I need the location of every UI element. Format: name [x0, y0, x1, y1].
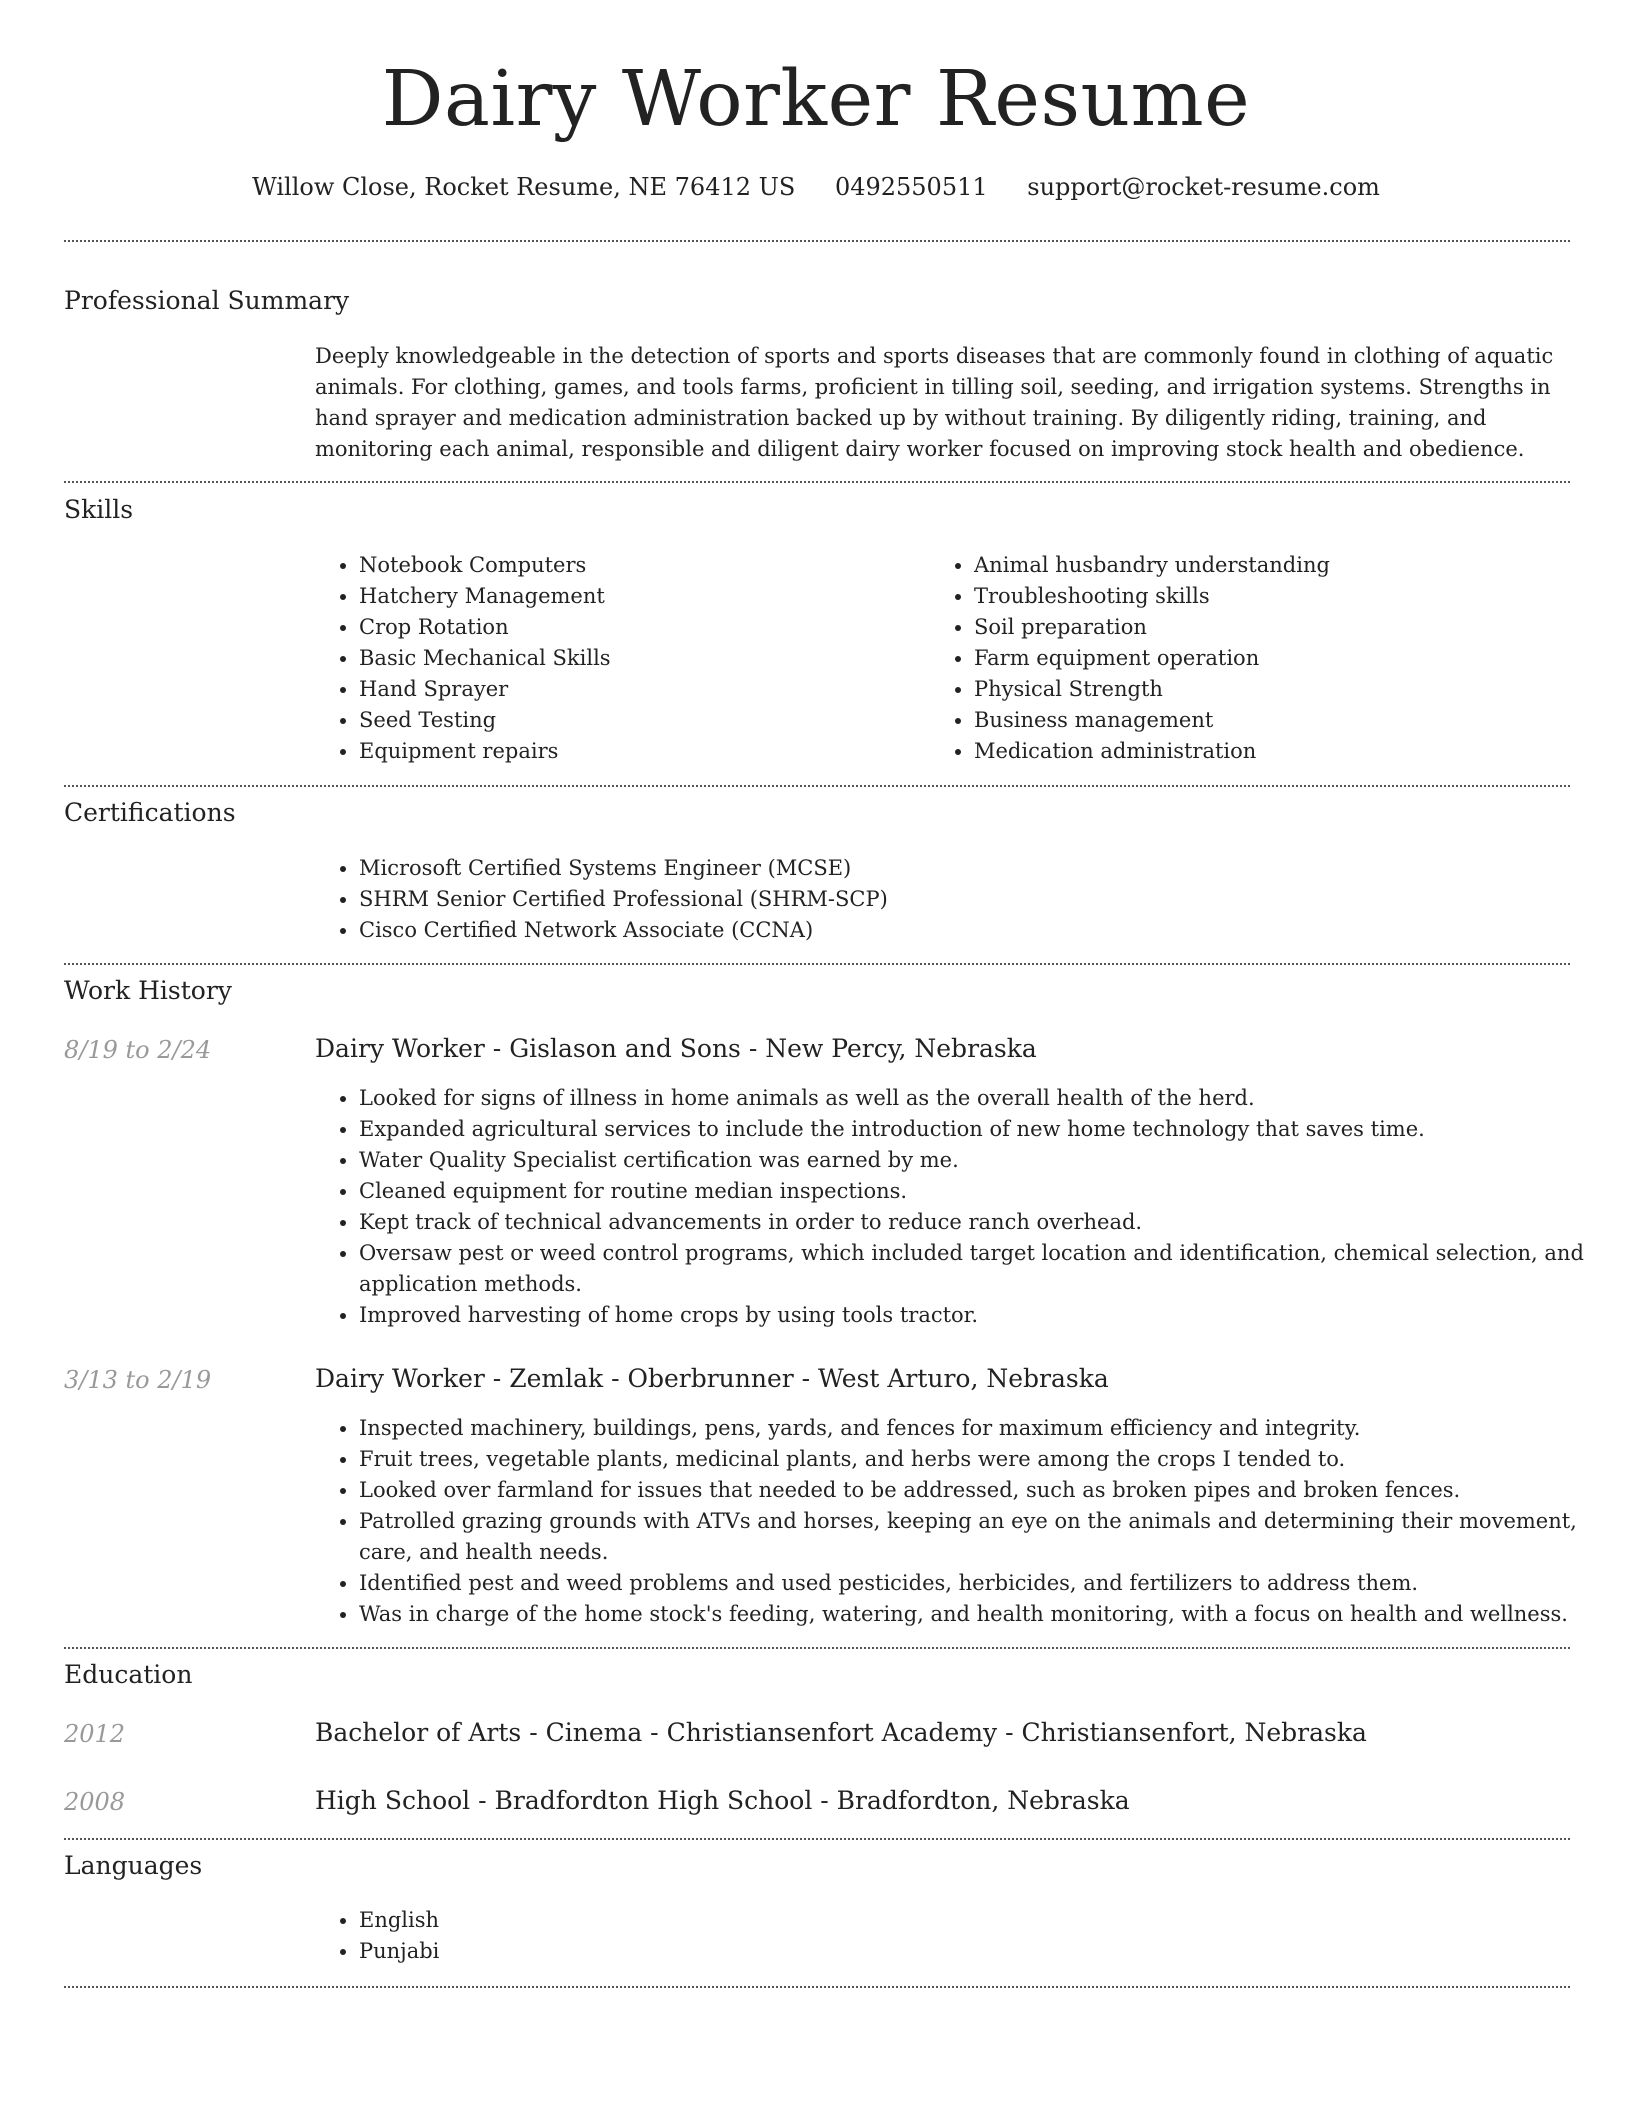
job-bullet: • Improved harvesting of home crops by using tools tractor. — [359, 1300, 1594, 1331]
skill-item: • Soil preparation — [974, 612, 1574, 643]
section-divider — [64, 1838, 1570, 1840]
job-bullet: • Fruit trees, vegetable plants, medicinal plants, and herbs were among the crops I tended to. — [359, 1444, 1594, 1475]
certification-item: • Cisco Certified Network Associate (CCNA) — [359, 915, 1559, 946]
contact-phone: 0492550511 — [834, 173, 988, 201]
language-item: • English — [359, 1905, 959, 1936]
skill-item: • Business management — [974, 705, 1574, 736]
job-bullet: • Inspected machinery, buildings, pens, yards, and fences for maximum efficiency and integrity. — [359, 1413, 1594, 1444]
job-bullet: • Patrolled grazing grounds with ATVs and horses, keeping an eye on the animals and determining their movement, care, and health needs. — [359, 1506, 1594, 1568]
skill-item: • Notebook Computers — [359, 550, 939, 581]
language-item: • Punjabi — [359, 1936, 959, 1967]
skills-list-right — [930, 550, 1574, 767]
skill-item: • Hatchery Management — [359, 581, 939, 612]
certification-item: • Microsoft Certified Systems Engineer (MCSE) — [359, 853, 1559, 884]
section-divider — [64, 1647, 1570, 1649]
job-bullet: • Expanded agricultural services to include the introduction of new home technology that saves time. — [359, 1114, 1594, 1145]
job-bullet: • Was in charge of the home stock's feeding, watering, and health monitoring, with a focus on health and wellness. — [359, 1599, 1594, 1630]
job-bullet: • Kept track of technical advancements in order to reduce ranch overhead. — [359, 1207, 1594, 1238]
education-entry: High School - Bradfordton High School - Bradfordton, Nebraska — [315, 1786, 1130, 1815]
job-title: Dairy Worker - Gislason and Sons - New Percy, Nebraska — [315, 1034, 1037, 1063]
languages-heading: Languages — [64, 1851, 203, 1880]
section-divider — [64, 1986, 1570, 1988]
education-heading: Education — [64, 1660, 193, 1689]
skill-item: • Troubleshooting skills — [974, 581, 1574, 612]
skill-item: • Crop Rotation — [359, 612, 939, 643]
skill-item: • Seed Testing — [359, 705, 939, 736]
certifications-heading: Certifications — [64, 798, 236, 827]
job-dates: 8/19 to 2/24 — [64, 1036, 212, 1064]
skill-item: • Equipment repairs — [359, 736, 939, 767]
job-dates: 3/13 to 2/19 — [64, 1366, 212, 1394]
job-bullet: • Identified pest and weed problems and used pesticides, herbicides, and fertilizers to address them. — [359, 1568, 1594, 1599]
languages-list — [315, 1905, 959, 1967]
skill-item: • Medication administration — [974, 736, 1574, 767]
job-bullets — [315, 1413, 1594, 1630]
job-bullet: • Looked over farmland for issues that needed to be addressed, such as broken pipes and broken fences. — [359, 1475, 1594, 1506]
skill-item: • Basic Mechanical Skills — [359, 643, 939, 674]
skill-item: • Hand Sprayer — [359, 674, 939, 705]
section-divider — [64, 785, 1570, 787]
job-title: Dairy Worker - Zemlak - Oberbrunner - West Arturo, Nebraska — [315, 1364, 1109, 1393]
section-divider — [64, 481, 1570, 483]
resume-title: Dairy Worker Resume — [381, 55, 1251, 144]
education-year: 2008 — [64, 1788, 126, 1816]
contact-address: Willow Close, Rocket Resume, NE 76412 US — [252, 173, 796, 201]
job-bullet: • Looked for signs of illness in home animals as well as the overall health of the herd. — [359, 1083, 1594, 1114]
skill-item: • Physical Strength — [974, 674, 1574, 705]
contact-email: support@rocket-resume.com — [1027, 173, 1380, 201]
job-bullets — [315, 1083, 1594, 1331]
section-divider — [64, 963, 1570, 965]
certification-item: • SHRM Senior Certified Professional (SHRM-SCP) — [359, 884, 1559, 915]
work-history-heading: Work History — [64, 976, 232, 1005]
skills-list-left — [315, 550, 939, 767]
summary-text: Deeply knowledgeable in the detection of sports and sports diseases that are commonly found in clothing of aquatic animals. For clothing, games, and tools farms, proficient in tilling soil, seeding, and irrigation systems. Strengths in hand sprayer and medication administration backed up by without training. By diligently riding, training, and monitoring each animal, responsible and diligent dairy worker focused on improving stock health and obedience. — [315, 344, 1554, 461]
skills-heading: Skills — [64, 495, 134, 524]
summary-heading: Professional Summary — [64, 286, 350, 315]
job-bullet: • Water Quality Specialist certification was earned by me. — [359, 1145, 1594, 1176]
skill-item: • Farm equipment operation — [974, 643, 1574, 674]
education-entry: Bachelor of Arts - Cinema - Christiansenfort Academy - Christiansenfort, Nebraska — [315, 1718, 1367, 1747]
job-bullet: • Cleaned equipment for routine median inspections. — [359, 1176, 1594, 1207]
certifications-list — [315, 853, 1559, 946]
skill-item: • Animal husbandry understanding — [974, 550, 1574, 581]
education-year: 2012 — [64, 1720, 126, 1748]
job-bullet: • Oversaw pest or weed control programs, which included target location and identification, chemical selection, and application methods. — [359, 1238, 1594, 1300]
contact-line — [0, 170, 1632, 204]
section-divider — [64, 240, 1570, 242]
